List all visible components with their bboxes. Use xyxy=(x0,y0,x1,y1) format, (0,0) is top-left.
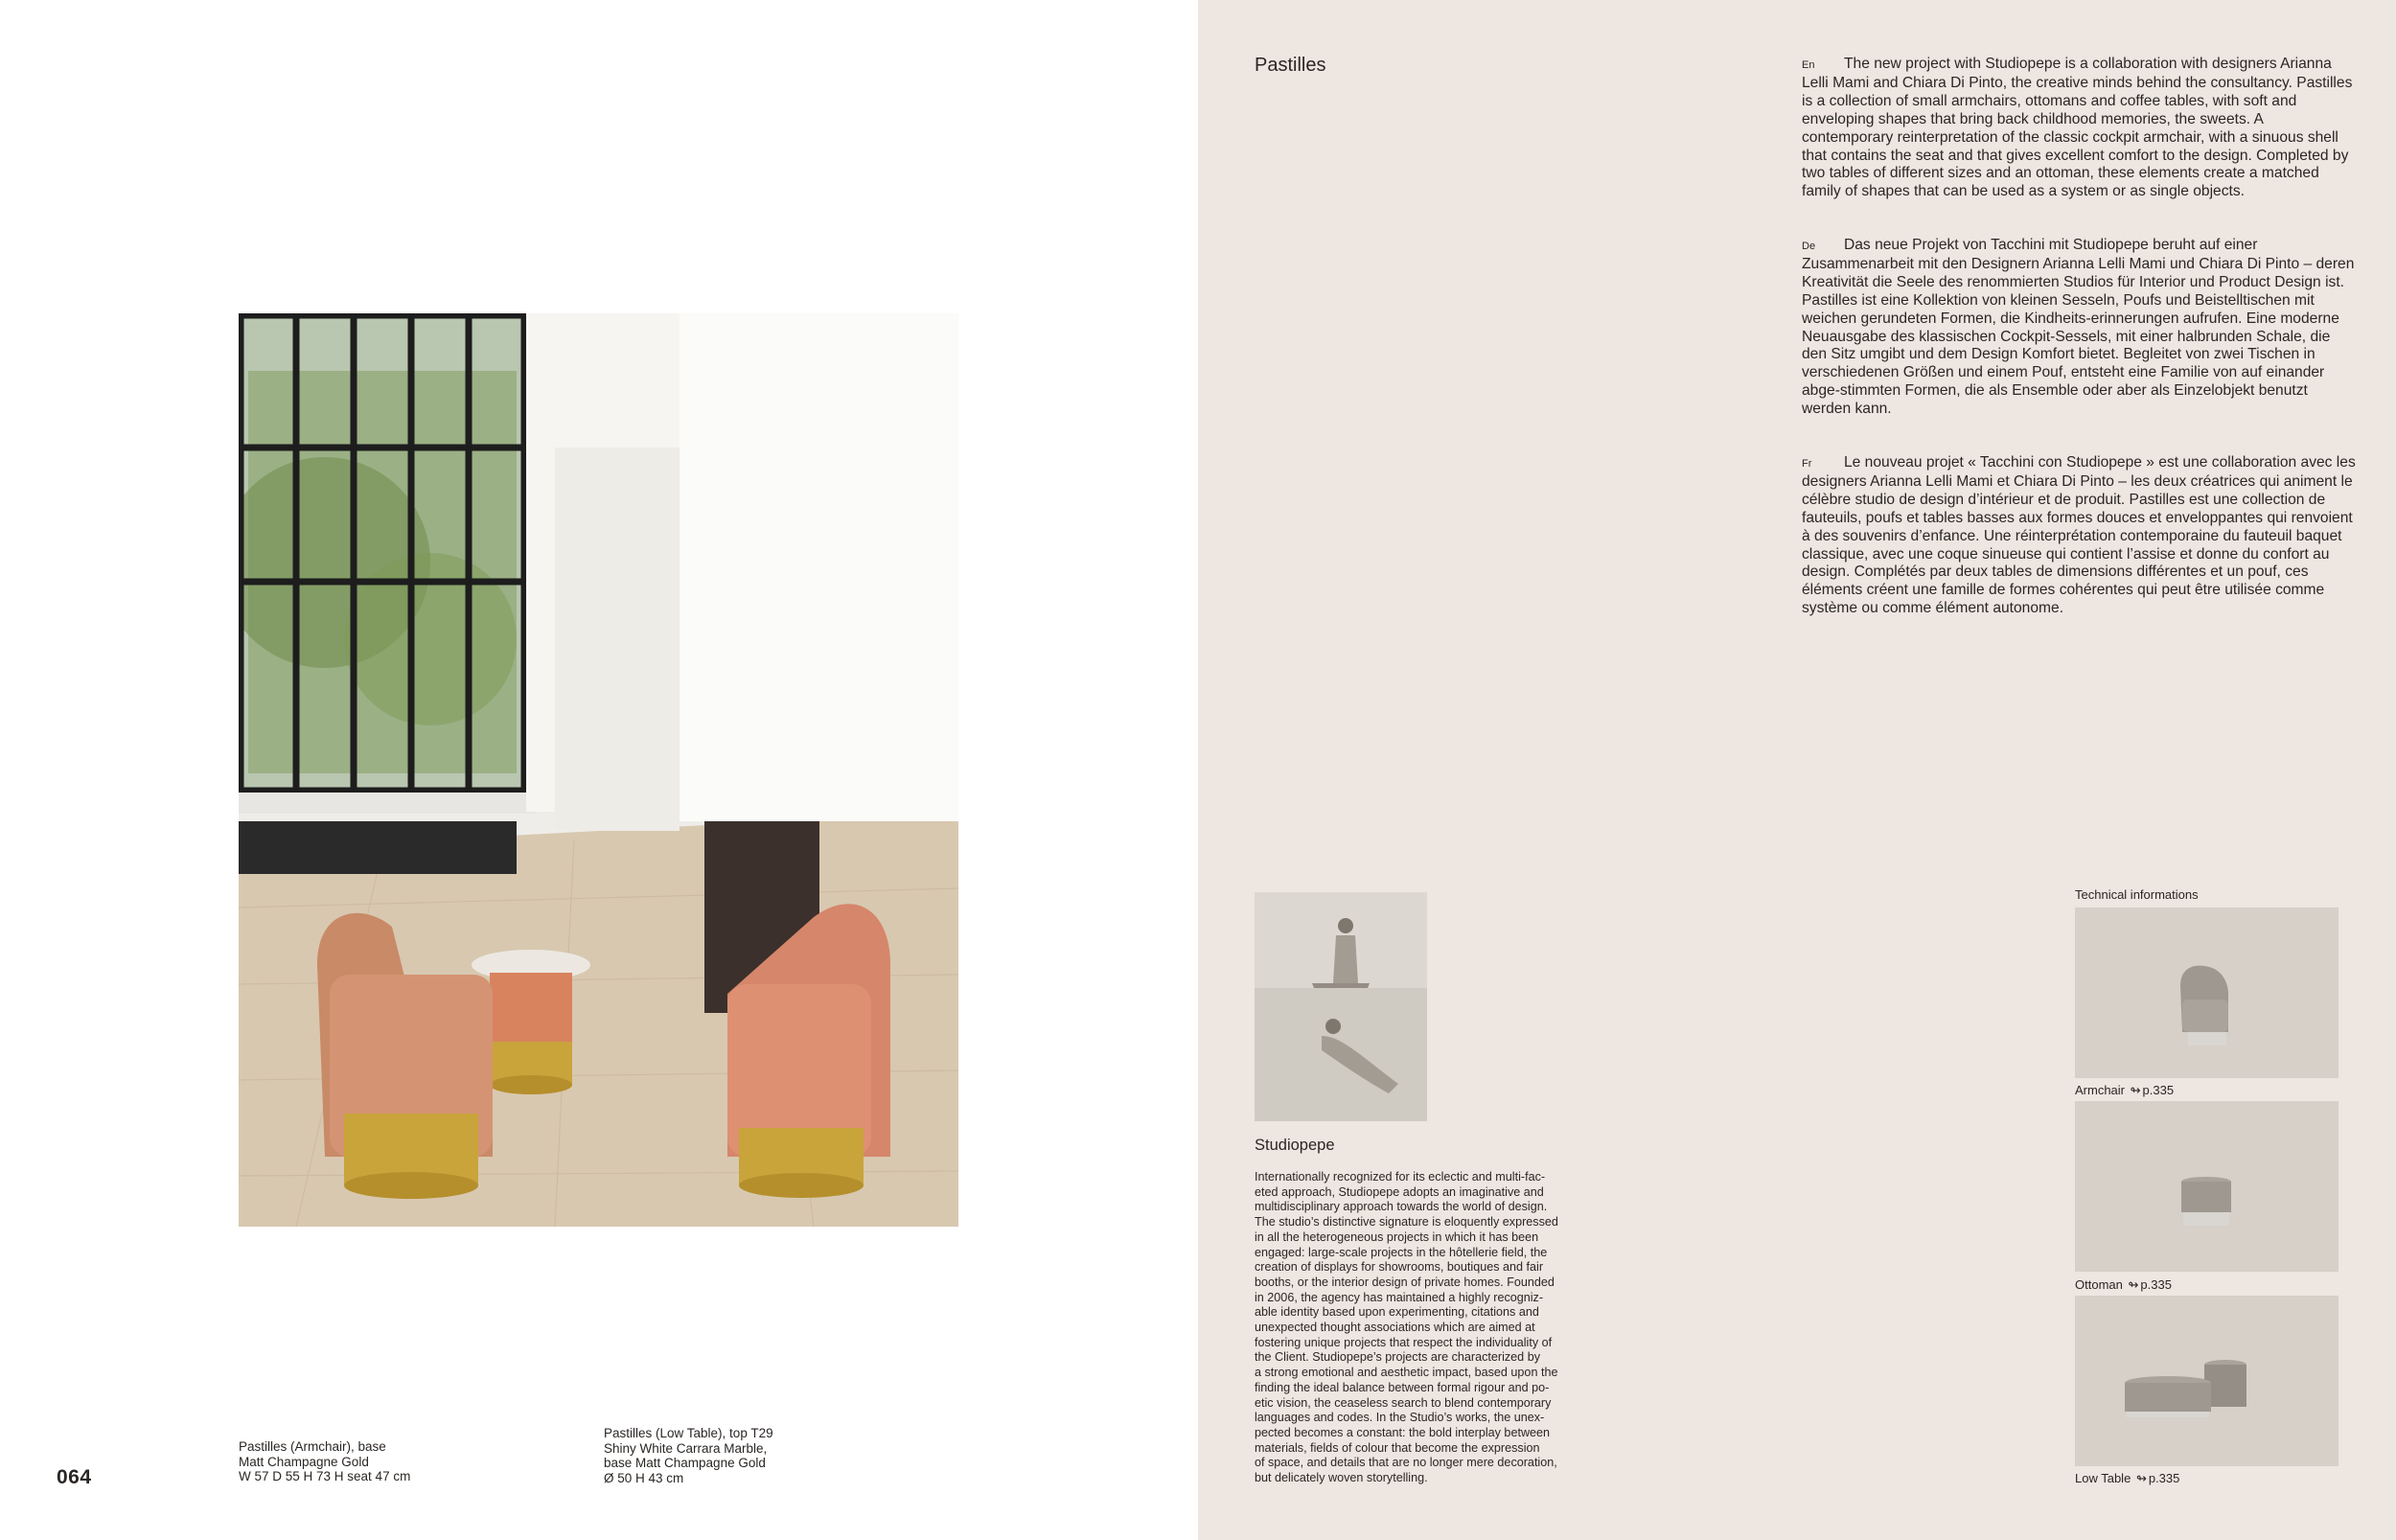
language-code: De xyxy=(1802,241,1816,252)
bio-line: the Client. Studiopepe’s projects are characterized by xyxy=(1255,1350,1540,1365)
bio-line: The studio’s distinctive signature is eloquently expressed xyxy=(1255,1215,1558,1230)
bio-line: finding the ideal balance between formal rigour and po- xyxy=(1255,1380,1550,1394)
caption-line: base Matt Champagne Gold xyxy=(604,1456,766,1470)
bio-line: pected becomes a constant: the bold interplay between xyxy=(1255,1425,1551,1439)
designer-name: Studiopepe xyxy=(1255,1137,1335,1154)
bio-line: in all the heterogeneous projects in which it has been xyxy=(1255,1230,1539,1244)
bio-line: multidisciplinary approach towards the world of design. xyxy=(1255,1200,1548,1214)
armchair-thumbnail[interactable] xyxy=(2075,908,2338,1078)
bio-line: engaged: large-scale projects in the hôtellerie field, the xyxy=(1255,1245,1548,1259)
item-name: Armchair xyxy=(2075,1083,2126,1097)
paragraph: Le nouveau projet « Tacchini con Studiopepe » est une collaboration avec les designers Arianna Lelli Mami et Chiara Di Pinto – les deux créatrices qui animent le célèbre studio de design d’intérieur et de produit. Pastilles est une collection de fauteuils, poufs et tables basses aux formes douces et enveloppantes qui renvoient à des souvenirs d’enfance. Une réinterprétation contemporaine du fauteuil baquet classique, avec une coque sinueuse qui contient l’assise et donne du confort au design. Complétés par deux tables de dimensions différentes et un pouf, ces éléments créent une famille de formes cohérentes qui peut être utilisée comme système ou comme élément autonome. xyxy=(1802,454,2356,617)
bio-line: of space, and details that are no longer mere decoration, xyxy=(1255,1456,1557,1470)
bio-line: in 2006, the agency has maintained a highly recogniz- xyxy=(1255,1290,1544,1304)
item-page: p.335 xyxy=(2140,1277,2172,1292)
bio-line: Internationally recognized for its eclectic and multi-fac- xyxy=(1255,1170,1546,1184)
low-table-thumbnail[interactable] xyxy=(2075,1296,2338,1466)
bio-line: a strong emotional and aesthetic impact, based upon the xyxy=(1255,1366,1558,1380)
technical-informations-title: Technical informations xyxy=(2075,887,2199,902)
language-code: Fr xyxy=(1802,458,1812,470)
caption-line: Pastilles (Low Table), top T29 xyxy=(604,1426,773,1440)
ottoman-thumbnail[interactable] xyxy=(2075,1101,2338,1272)
caption-low-table xyxy=(604,1426,773,1485)
armchair-link[interactable] xyxy=(2075,1083,2174,1098)
bio-line: able identity based upon experimenting, citations and xyxy=(1255,1305,1539,1320)
bio-line: creation of displays for showrooms, boutiques and fair xyxy=(1255,1260,1544,1275)
text-french xyxy=(1802,454,2358,618)
item-name: Ottoman xyxy=(2075,1277,2123,1292)
bio-line: booths, or the interior design of private homes. Founded xyxy=(1255,1275,1555,1289)
bio-line: fostering unique projects that respect the individuality of xyxy=(1255,1335,1553,1349)
low-table-link[interactable] xyxy=(2075,1471,2179,1486)
text-english xyxy=(1802,56,2358,201)
caption-line: Matt Champagne Gold xyxy=(239,1454,369,1469)
text-german xyxy=(1802,237,2358,419)
item-name: Low Table xyxy=(2075,1471,2131,1485)
bio-line: unexpected thought associations which are aimed at xyxy=(1255,1321,1535,1335)
language-code: En xyxy=(1802,59,1815,71)
item-page: p.335 xyxy=(2142,1083,2175,1097)
caption-line: W 57 D 55 H 73 H seat 47 cm xyxy=(239,1469,411,1483)
caption-line: Pastilles (Armchair), base xyxy=(239,1439,386,1454)
bio-line: but delicately woven storytelling. xyxy=(1255,1471,1428,1485)
bio-line: materials, fields of colour that become the expression xyxy=(1255,1440,1540,1455)
bio-line: languages and codes. In the Studio’s works, the unex- xyxy=(1255,1411,1545,1425)
paragraph: The new project with Studiopepe is a collaboration with designers Arianna Lelli Mami and Chiara Di Pinto, the creative minds behind the consultancy. Pastilles is a collection of small armchairs, ottomans and coffee tables, with soft and enveloping shapes that bring back childhood memories, the sweets. A contemporary reinterpretation of the classic cockpit armchair, with a sinuous shell that contains the seat and that gives excellent comfort to the design. Completed by two tables of different sizes and an ottoman, these elements create a matched family of shapes that can be used as a system or as single objects. xyxy=(1802,56,2353,200)
page-number: 064 xyxy=(57,1466,92,1488)
paragraph: Das neue Projekt von Tacchini mit Studiopepe beruht auf einer Zusammenarbeit mit den Designern Arianna Lelli Mami und Chiara Di Pinto – deren Kreativität die Seele des renommierten Studios für Interior und Product Design ist. Pastilles ist eine Kollektion von kleinen Sesseln, Poufs und Beistelltischen mit weichen gerundeten Formen, die Kindheits-erinnerungen aufrufen. Eine moderne Neuausgabe des klassischen Cockpit-Sessels, mit einer halbrunden Schale, die den Sitz umgibt und dem Design Komfort bietet. Begleitet von zwei Tischen in verschiedenen Größen und einem Pouf, entsteht eine Familie von auf einander abge-stimmten Formen, die als Ensemble oder aber als Einzelobjekt benutzt werden kann. xyxy=(1802,237,2355,418)
page-title: Pastilles xyxy=(1255,55,1326,76)
page-arrow-icon: ↬ xyxy=(2128,1277,2139,1292)
page-arrow-icon: ↬ xyxy=(2130,1083,2141,1097)
bio-line: eted approach, Studiopepe adopts an imaginative and xyxy=(1255,1184,1544,1199)
designer-photo xyxy=(1255,892,1427,1121)
designer-bio xyxy=(1255,1170,1619,1486)
interior-photo xyxy=(239,313,958,1227)
bio-line: etic vision, the ceaseless search to blend contemporary xyxy=(1255,1395,1552,1410)
item-page: p.335 xyxy=(2148,1471,2180,1485)
caption-line: Shiny White Carrara Marble, xyxy=(604,1440,768,1456)
caption-line: Ø 50 H 43 cm xyxy=(604,1470,684,1485)
ottoman-link[interactable] xyxy=(2075,1277,2172,1293)
page-arrow-icon: ↬ xyxy=(2135,1471,2147,1485)
caption-armchair xyxy=(239,1439,410,1484)
